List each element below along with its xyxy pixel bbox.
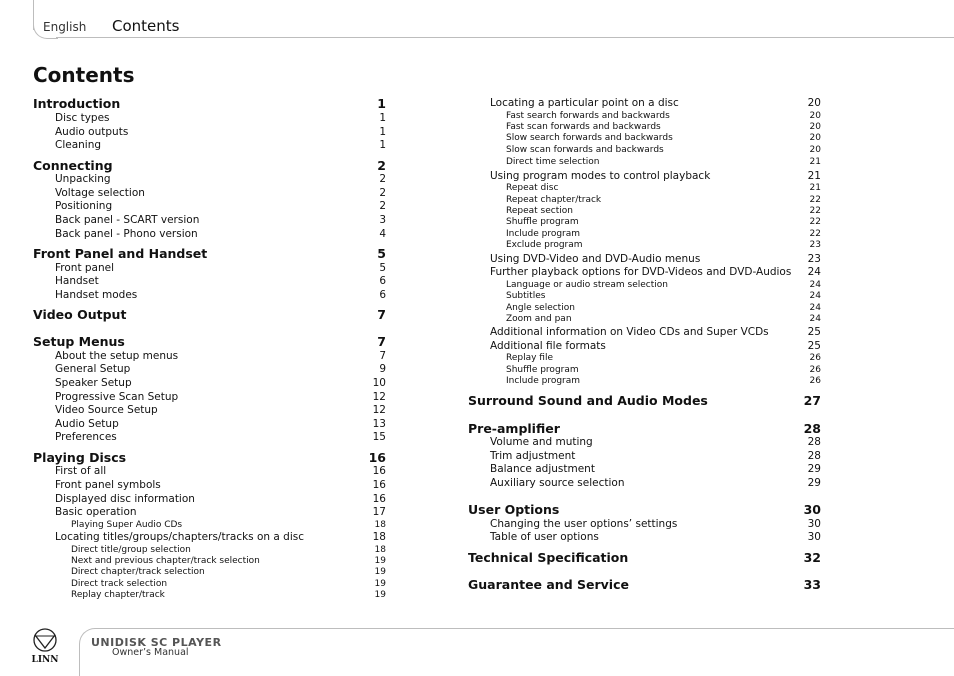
toc-entry[interactable] — [490, 253, 821, 265]
toc-entry-page: 30 — [807, 518, 821, 530]
toc-entry[interactable] — [506, 111, 821, 121]
toc-entry-title: Surround Sound and Audio Modes — [468, 393, 708, 408]
toc-entry-page: 16 — [372, 493, 386, 505]
toc-entry-page: 24 — [809, 291, 821, 301]
toc-entry[interactable] — [55, 350, 386, 362]
toc-entry[interactable] — [490, 266, 821, 278]
toc-entry[interactable] — [506, 376, 821, 386]
toc-entry-page: 1 — [379, 139, 386, 151]
toc-entry[interactable] — [55, 173, 386, 185]
toc-entry[interactable] — [55, 126, 386, 138]
toc-entry-page: 16 — [372, 479, 386, 491]
toc-entry-title: Fast scan forwards and backwards — [506, 122, 661, 132]
toc-entry-page: 25 — [807, 340, 821, 352]
toc-entry[interactable] — [33, 307, 386, 322]
toc-entry-title: Table of user options — [490, 531, 599, 543]
toc-entry-page: 2 — [379, 200, 386, 212]
toc-entry-page: 20 — [809, 133, 821, 143]
toc-entry-page: 23 — [807, 253, 821, 265]
toc-entry-title: Displayed disc information — [55, 493, 195, 505]
toc-entry-page: 24 — [809, 314, 821, 324]
toc-entry-page: 6 — [379, 275, 386, 287]
toc-entry[interactable] — [55, 377, 386, 389]
toc-entry-title: Shuffle program — [506, 365, 579, 375]
toc-entry-title: Locating titles/groups/chapters/tracks on a disc — [55, 531, 305, 543]
toc-entry[interactable] — [506, 133, 821, 143]
toc-entry-page: 24 — [809, 303, 821, 313]
toc-entry-title: Subtitles — [506, 291, 546, 301]
toc-entry-title: Direct time selection — [506, 157, 600, 167]
toc-entry[interactable] — [490, 477, 821, 489]
toc-entry-title: Positioning — [55, 200, 113, 212]
toc-entry-title: General Setup — [55, 363, 131, 375]
toc-entry[interactable] — [506, 183, 821, 193]
toc-entry-title: Further playback options for DVD-Videos and DVD-Audios — [490, 266, 792, 278]
toc-entry[interactable] — [490, 170, 821, 182]
logo-text: LINN — [31, 655, 59, 665]
toc-entry-title: Voltage selection — [55, 187, 145, 199]
toc-entry-page: 5 — [377, 246, 386, 261]
toc-entry-title: Direct track selection — [71, 579, 168, 589]
toc-entry[interactable] — [33, 450, 386, 465]
toc-right-column — [468, 0, 821, 675]
toc-entry[interactable] — [33, 334, 386, 349]
toc-entry[interactable] — [55, 531, 386, 543]
toc-entry-page: 9 — [379, 363, 386, 375]
toc-entry-page: 3 — [379, 214, 386, 226]
toc-entry-title: About the setup menus — [55, 350, 179, 362]
toc-entry-title: User Options — [468, 502, 560, 517]
toc-entry-page: 19 — [374, 567, 386, 577]
toc-entry[interactable] — [506, 365, 821, 375]
toc-entry-page: 1 — [377, 96, 386, 111]
toc-entry-title: Locating a particular point on a disc — [490, 97, 679, 109]
toc-entry[interactable] — [55, 479, 386, 491]
toc-entry-title: Setup Menus — [33, 334, 125, 349]
toc-entry-title: Speaker Setup — [55, 377, 132, 389]
toc-entry-page: 22 — [809, 217, 821, 227]
toc-entry[interactable] — [71, 567, 386, 577]
toc-entry-title: Auxiliary source selection — [490, 477, 625, 489]
toc-entry-page: 28 — [807, 436, 821, 448]
toc-entry[interactable] — [506, 353, 821, 363]
toc-entry-title: Using program modes to control playback — [490, 170, 711, 182]
toc-entry-title: Shuffle program — [506, 217, 579, 227]
toc-entry[interactable] — [506, 195, 821, 205]
toc-entry-title: Preferences — [55, 431, 117, 443]
toc-entry-title: Language or audio stream selection — [506, 280, 668, 290]
toc-entry-page: 30 — [807, 531, 821, 543]
toc-entry-page: 22 — [809, 195, 821, 205]
toc-entry-page: 21 — [807, 170, 821, 182]
toc-entry-title: Unpacking — [55, 173, 111, 185]
toc-entry-title: Audio Setup — [55, 418, 119, 430]
toc-entry-page: 2 — [379, 187, 386, 199]
toc-entry-title: Volume and muting — [490, 436, 593, 448]
toc-entry[interactable] — [468, 421, 821, 436]
toc-entry[interactable] — [55, 275, 386, 287]
toc-entry-title: Direct title/group selection — [71, 545, 191, 555]
toc-entry-title: Replay file — [506, 353, 554, 363]
toc-entry[interactable] — [55, 289, 386, 301]
toc-entry-page: 12 — [372, 404, 386, 416]
toc-entry-title: Introduction — [33, 96, 121, 111]
toc-entry-page: 20 — [807, 97, 821, 109]
toc-entry[interactable] — [490, 463, 821, 475]
toc-entry-title: Connecting — [33, 158, 113, 173]
toc-entry-page: 13 — [372, 418, 386, 430]
toc-entry[interactable] — [55, 262, 386, 274]
toc-entry-page: 29 — [807, 463, 821, 475]
toc-entry[interactable] — [506, 303, 821, 313]
toc-entry[interactable] — [55, 363, 386, 375]
toc-entry[interactable] — [506, 280, 821, 290]
toc-entry-title: Playing Discs — [33, 450, 127, 465]
toc-entry-title: Disc types — [55, 112, 110, 124]
toc-entry-page: 5 — [379, 262, 386, 274]
toc-entry[interactable] — [490, 436, 821, 448]
toc-entry-page: 22 — [809, 206, 821, 216]
toc-entry[interactable] — [55, 200, 386, 212]
toc-entry-page: 2 — [379, 173, 386, 185]
toc-entry-title: Cleaning — [55, 139, 102, 151]
toc-entry[interactable] — [506, 217, 821, 227]
toc-entry-title: Playing Super Audio CDs — [71, 520, 183, 530]
toc-entry-title: Balance adjustment — [490, 463, 595, 475]
toc-entry-title: Repeat chapter/track — [506, 195, 602, 205]
toc-entry-page: 26 — [809, 365, 821, 375]
toc-entry-title: Guarantee and Service — [468, 577, 629, 592]
toc-entry-title: Progressive Scan Setup — [55, 391, 179, 403]
toc-entry-page: 27 — [803, 393, 821, 408]
toc-entry-page: 24 — [807, 266, 821, 278]
toc-entry-title: Front Panel and Handset — [33, 246, 208, 261]
toc-entry-page: 22 — [809, 229, 821, 239]
toc-entry-title: Exclude program — [506, 240, 583, 250]
toc-entry-page: 25 — [807, 326, 821, 338]
toc-entry-page: 26 — [809, 376, 821, 386]
toc-entry-title: Include program — [506, 376, 581, 386]
toc-entry-title: Technical Specification — [468, 550, 629, 565]
toc-entry[interactable] — [506, 240, 821, 250]
toc-entry-page: 7 — [377, 307, 386, 322]
toc-entry-page: 15 — [372, 431, 386, 443]
toc-entry[interactable] — [490, 326, 821, 338]
toc-entry[interactable] — [55, 506, 386, 518]
toc-entry-page: 4 — [379, 228, 386, 240]
toc-entry[interactable] — [71, 590, 386, 600]
toc-entry-page: 19 — [374, 556, 386, 566]
toc-entry-page: 19 — [374, 590, 386, 600]
toc-entry-title: Include program — [506, 229, 581, 239]
toc-entry[interactable] — [55, 139, 386, 151]
toc-entry-title: First of all — [55, 465, 107, 477]
toc-entry[interactable] — [490, 518, 821, 530]
toc-entry[interactable] — [71, 545, 386, 555]
toc-entry[interactable] — [490, 97, 821, 109]
toc-entry[interactable] — [506, 291, 821, 301]
footer-rule — [108, 628, 954, 629]
toc-entry[interactable] — [490, 340, 821, 352]
toc-entry[interactable] — [55, 404, 386, 416]
toc-entry[interactable] — [55, 391, 386, 403]
toc-entry[interactable] — [468, 577, 821, 592]
toc-entry[interactable] — [506, 157, 821, 167]
toc-entry-title: Back panel - Phono version — [55, 228, 198, 240]
toc-entry-page: 18 — [374, 545, 386, 555]
toc-entry-title: Changing the user options’ settings — [490, 518, 678, 530]
toc-entry-title: Additional file formats — [490, 340, 606, 352]
toc-entry-page: 7 — [379, 350, 386, 362]
toc-entry[interactable] — [71, 520, 386, 530]
toc-entry-title: Video Output — [33, 307, 127, 322]
toc-entry-page: 21 — [809, 157, 821, 167]
toc-entry-page: 18 — [374, 520, 386, 530]
toc-entry[interactable] — [33, 158, 386, 173]
toc-entry[interactable] — [506, 314, 821, 324]
toc-entry-page: 17 — [372, 506, 386, 518]
toc-entry-title: Video Source Setup — [55, 404, 158, 416]
toc-entry[interactable] — [506, 145, 821, 155]
toc-entry-title: Trim adjustment — [490, 450, 576, 462]
toc-entry[interactable] — [468, 550, 821, 565]
toc-entry-page: 28 — [803, 421, 821, 436]
toc-entry-title: Zoom and pan — [506, 314, 572, 324]
header-language: English — [43, 20, 87, 34]
toc-entry-title: Fast search forwards and backwards — [506, 111, 670, 121]
toc-entry-page: 16 — [368, 450, 386, 465]
toc-entry[interactable] — [33, 246, 386, 261]
footer-product-name: UNIDISK SC PLAYER — [91, 636, 222, 649]
toc-entry[interactable] — [506, 122, 821, 132]
toc-entry-title: Handset — [55, 275, 99, 287]
toc-entry-page: 7 — [377, 334, 386, 349]
toc-entry-page: 10 — [372, 377, 386, 389]
toc-entry[interactable] — [55, 493, 386, 505]
toc-entry-page: 32 — [803, 550, 821, 565]
toc-entry[interactable] — [55, 214, 386, 226]
toc-entry-title: Direct chapter/track selection — [71, 567, 205, 577]
toc-entry-title: Audio outputs — [55, 126, 129, 138]
toc-entry[interactable] — [468, 393, 821, 408]
toc-entry[interactable] — [506, 229, 821, 239]
toc-entry-page: 30 — [803, 502, 821, 517]
toc-entry-title: Pre-amplifier — [468, 421, 560, 436]
toc-entry[interactable] — [55, 431, 386, 443]
toc-entry[interactable] — [490, 531, 821, 543]
toc-entry[interactable] — [55, 112, 386, 124]
toc-entry[interactable] — [55, 418, 386, 430]
toc-entry-title: Back panel - SCART version — [55, 214, 200, 226]
toc-entry[interactable] — [71, 556, 386, 566]
toc-entry-page: 1 — [379, 126, 386, 138]
toc-entry-title: Angle selection — [506, 303, 575, 313]
toc-entry-page: 28 — [807, 450, 821, 462]
toc-entry-page: 20 — [809, 145, 821, 155]
toc-entry[interactable] — [490, 450, 821, 462]
page-title: Contents — [33, 63, 135, 87]
toc-entry-page: 18 — [372, 531, 386, 543]
toc-entry-title: Next and previous chapter/track selection — [71, 556, 260, 566]
toc-entry-page: 16 — [372, 465, 386, 477]
toc-entry[interactable] — [71, 579, 386, 589]
toc-entry-title: Front panel — [55, 262, 115, 274]
toc-entry-title: Slow scan forwards and backwards — [506, 145, 664, 155]
toc-entry-page: 29 — [807, 477, 821, 489]
toc-left-column — [33, 0, 386, 675]
toc-entry-page: 24 — [809, 280, 821, 290]
toc-entry-title: Replay chapter/track — [71, 590, 165, 600]
toc-entry-page: 26 — [809, 353, 821, 363]
toc-entry[interactable] — [55, 465, 386, 477]
linn-logo — [30, 626, 60, 666]
toc-entry-page: 1 — [379, 112, 386, 124]
toc-entry[interactable] — [55, 228, 386, 240]
toc-entry-page: 20 — [809, 122, 821, 132]
toc-entry-title: Additional information on Video CDs and Super VCDs — [490, 326, 769, 338]
header-section-title: Contents — [112, 17, 180, 35]
footer-manual-label: Owner’s Manual — [112, 647, 189, 658]
toc-entry-page: 6 — [379, 289, 386, 301]
toc-entry-title: Slow search forwards and backwards — [506, 133, 673, 143]
toc-entry-title: Handset modes — [55, 289, 138, 301]
toc-entry-title: Using DVD-Video and DVD-Audio menus — [490, 253, 701, 265]
toc-entry-page: 20 — [809, 111, 821, 121]
toc-entry-title: Repeat disc — [506, 183, 559, 193]
toc-entry-title: Basic operation — [55, 506, 137, 518]
toc-entry[interactable] — [55, 187, 386, 199]
toc-entry-page: 2 — [377, 158, 386, 173]
toc-entry[interactable] — [468, 502, 821, 517]
toc-entry-page: 33 — [803, 577, 821, 592]
toc-entry-page: 12 — [372, 391, 386, 403]
toc-entry-page: 19 — [374, 579, 386, 589]
toc-entry-page: 21 — [809, 183, 821, 193]
toc-entry-page: 23 — [809, 240, 821, 250]
toc-entry[interactable] — [506, 206, 821, 216]
toc-entry[interactable] — [33, 96, 386, 111]
toc-entry-title: Repeat section — [506, 206, 573, 216]
toc-entry-title: Front panel symbols — [55, 479, 161, 491]
